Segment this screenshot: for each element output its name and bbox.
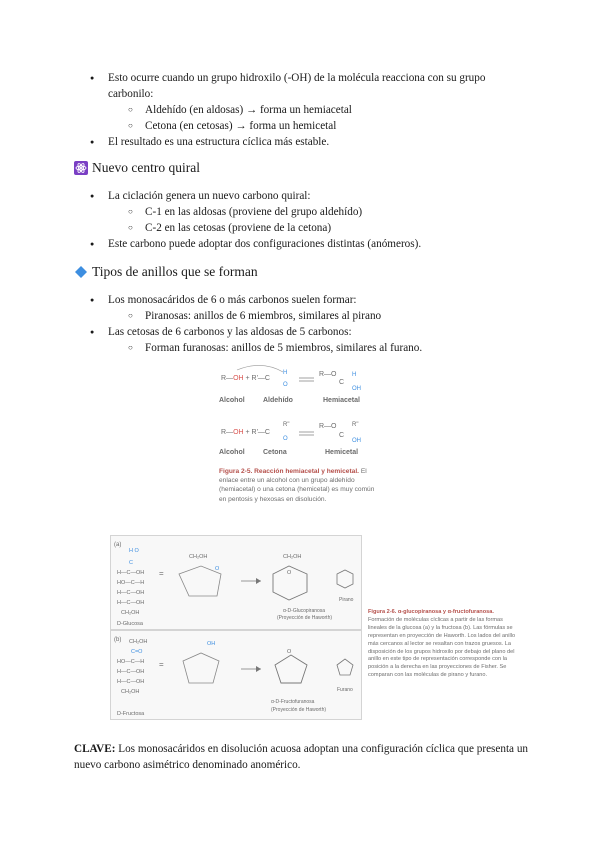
open-chain-label: D-Glucosa — [117, 621, 143, 627]
svg-text:CH₂OH: CH₂OH — [189, 554, 208, 560]
caption-body: El enlace entre un alcohol con un grupo aldehído (hemiacetal) o una cetona (hemicetal) es muy común en pentosis y hexosas en disolución. — [219, 468, 375, 503]
caption-title: Figura 2-5. Reacción hemiacetal y hemicetal. — [219, 468, 359, 475]
panel-tag: (a) — [114, 542, 122, 548]
label-alcohol: Alcohol — [219, 397, 245, 404]
svg-text:R": R" — [283, 422, 290, 428]
key-text: Los monosacáridos en disolución acuosa adoptan una configuración cíclica que presenta un nuevo carbono asimétrico denominado anomérico. — [74, 743, 529, 771]
svg-text:C=O: C=O — [131, 649, 143, 655]
section-cyclization — [0, 70, 600, 150]
bullet-item: ● Esto ocurre cuando un grupo hidroxilo (-OH) de la molécula reacciona con su grupo carbonilo: — [0, 70, 600, 102]
blue-diamond-icon — [74, 265, 88, 279]
label-aldehyde: Aldehído — [263, 397, 293, 404]
heading-chiral-center — [74, 160, 200, 176]
section-chiral-center — [0, 188, 600, 252]
svg-text:CH₂OH: CH₂OH — [121, 610, 140, 616]
bullet-item: ● Los monosacáridos de 6 o más carbonos suelen formar: — [0, 292, 600, 308]
cyclic-sub: (Proyección de Haworth) — [277, 615, 333, 621]
panel-glucose — [110, 535, 362, 630]
svg-text:C: C — [129, 560, 133, 566]
panel-tag: (b) — [114, 637, 122, 643]
svg-text:HO—C—H: HO—C—H — [117, 580, 145, 586]
label-hemiketal: Hemicetal — [325, 449, 359, 456]
bullet-item: ● La ciclación genera un nuevo carbono quiral: — [0, 188, 600, 204]
bullet-item: ● El resultado es una estructura cíclica más estable. — [0, 134, 600, 150]
hemiacetal-reaction-diagram — [217, 362, 380, 462]
figure-cyclic-sugars — [110, 535, 516, 721]
caption-title: Figura 2-6. α-glucopiranosa y α-fructofuranosa. — [368, 609, 494, 615]
svg-text:CH₂OH: CH₂OH — [129, 639, 148, 645]
key-label: CLAVE: — [74, 743, 116, 755]
svg-text:HO—C—H: HO—C—H — [117, 659, 145, 665]
bullet-item: ● Las cetosas de 6 carbonos y las aldosas de 5 carbonos: — [0, 324, 600, 340]
cyclic-label: α-D-Fructofuranosa — [271, 699, 315, 705]
sub-bullet-item: ○ Forman furanosas: anillos de 5 miembros, similares al furano. — [0, 340, 600, 356]
atom-icon — [74, 161, 88, 175]
svg-text:H—C—OH: H—C—OH — [117, 590, 145, 596]
svg-text:=: = — [159, 660, 164, 669]
svg-text:R—O: R—O — [319, 423, 337, 430]
figure-hemiacetal — [217, 362, 380, 514]
svg-text:O: O — [287, 649, 292, 655]
figure-caption — [368, 609, 516, 680]
svg-text:O: O — [215, 566, 220, 572]
figure-caption — [217, 467, 380, 504]
svg-text:OH: OH — [352, 438, 361, 444]
svg-text:H: H — [283, 370, 288, 376]
svg-text:=: = — [159, 569, 164, 578]
svg-text:R—O: R—O — [319, 371, 337, 378]
svg-text:O: O — [283, 382, 288, 388]
svg-text:H—C—OH: H—C—OH — [117, 600, 145, 606]
cyclic-label: α-D-Glucopiranosa — [283, 608, 326, 614]
heading-ring-types — [74, 264, 258, 280]
svg-text:R—OH + R'—C: R—OH + R'—C — [221, 429, 270, 436]
svg-text:H O: H O — [129, 548, 139, 554]
sub-bullet-item: ○ Piranosas: anillos de 6 miembros, similares al pirano — [0, 308, 600, 324]
svg-text:O: O — [283, 436, 288, 442]
svg-text:H—C—OH: H—C—OH — [117, 669, 145, 675]
label-ketone: Cetona — [263, 449, 287, 456]
svg-text:C: C — [339, 379, 345, 386]
sub-bullet-item: ○ C-2 en las cetosas (proviene de la cetona) — [0, 220, 600, 236]
heading-text: Nuevo centro quiral — [92, 160, 200, 175]
section-ring-types — [0, 292, 600, 356]
panel-fructose — [110, 630, 362, 720]
key-note — [74, 741, 534, 773]
svg-text:R": R" — [352, 422, 359, 428]
svg-text:OH: OH — [352, 386, 361, 392]
sub-bullet-item: ○ C-1 en las aldosas (proviene del grupo aldehído) — [0, 204, 600, 220]
svg-text:O: O — [287, 570, 292, 576]
open-chain-label: D-Fructosa — [117, 711, 145, 717]
ring-label: Pirano — [339, 597, 354, 603]
label-alcohol: Alcohol — [219, 449, 245, 456]
label-hemiacetal: Hemiacetal — [323, 397, 360, 404]
cyclic-sub: (Proyección de Haworth) — [271, 707, 327, 713]
caption-body: Formación de moléculas cíclicas a partir de las formas lineales de la glucosa (a) y la fructosa (b). Las fórmulas se representan en proyección de Haworth. Los lados del anillo más cercanos al lector se resaltan con trazos gruesos. La disposición de los grupos hidroxilo por debajo del plano del anillo en este tipo de representación corresponde con la posición a la derecha en las proyecciones de Fisher. Se comparan con las moléculas de pirano y furano. — [368, 616, 516, 679]
svg-text:CH₂OH: CH₂OH — [283, 554, 302, 560]
svg-text:C: C — [339, 432, 345, 439]
svg-text:R—OH + R'—C: R—OH + R'—C — [221, 375, 270, 382]
svg-text:OH: OH — [207, 641, 216, 647]
ring-label: Furano — [337, 687, 353, 693]
svg-text:CH₂OH: CH₂OH — [121, 689, 140, 695]
sub-bullet-item: ○ Cetona (en cetosas) → forma un hemicetal — [0, 118, 600, 134]
svg-text:H: H — [352, 372, 357, 378]
bullet-item: ● Este carbono puede adoptar dos configuraciones distintas (anómeros). — [0, 236, 600, 252]
heading-text: Tipos de anillos que se forman — [92, 264, 258, 279]
sub-bullet-item: ○ Aldehído (en aldosas) → forma un hemiacetal — [0, 102, 600, 118]
svg-text:H—C—OH: H—C—OH — [117, 570, 145, 576]
svg-text:H—C—OH: H—C—OH — [117, 679, 145, 685]
